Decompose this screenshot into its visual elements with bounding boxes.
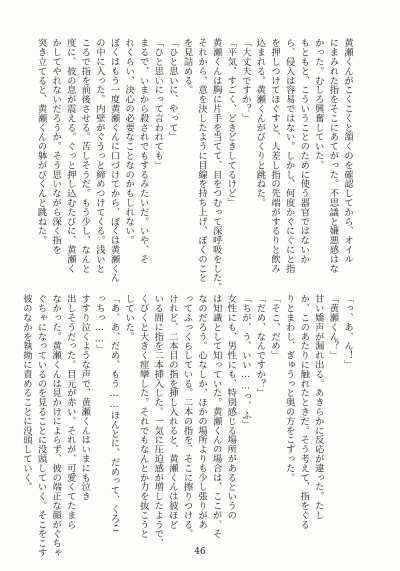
bottom-text-line: くびくと大きく痙攣した。それでもなんとか力を抜こうと: [137, 294, 149, 539]
top-text-line: 「ひと思いにって言われても」: [152, 38, 164, 170]
bottom-text-line: 彼のなかを執拗に責めることに没頭していく。: [20, 294, 32, 492]
bottom-text-line: 「そこ、だめ」: [269, 294, 281, 360]
bottom-text-line: していた。: [123, 294, 135, 341]
bottom-text-line: いる間に指を二本挿入した。一気に圧迫感が増したようで、: [152, 294, 164, 548]
bottom-text-line: 「だめ、なんですか？」: [254, 294, 266, 398]
top-text-line: もともと、こういうことのために使う器官ではないか: [298, 38, 310, 264]
top-text-line: かしてやれないだろうか。そう思いながら深く指を: [50, 38, 62, 255]
bottom-text-line: 「あ、あ、だめ、もう……ほんとに、だめって、くろこ: [108, 294, 120, 533]
bottom-text-line: すすり泣くような声で、黄瀬くんはいまにも泣き: [79, 294, 91, 501]
text-block-top: [35, 38, 354, 292]
top-text-line: を見詰める。: [181, 38, 193, 95]
bottom-text-line: ってふっくらしている。二本の指を、そこに擦りつける。: [181, 294, 193, 539]
top-text-line: れくらい、決心の必要なことなのかもしれない。: [123, 38, 135, 245]
bottom-text-line: 「っ、あ、ん！」: [342, 294, 353, 370]
top-text-line: 黄瀬くんがこくこくと頷くのを確認してから、オイル: [342, 38, 353, 264]
top-text-line: を押しつけてほぐすと、人差し指の先端がするりと飲み: [269, 38, 281, 273]
bottom-text-line: りとまわし、ぎゅうっと奥の方をこすった。: [283, 294, 295, 482]
top-text-line: ら、侵入は容易ではない。しかし、何度かぐにぐにと指: [283, 38, 295, 273]
top-text-line: まるで、いまから殺されでもするみたいだ。いや、そ: [137, 38, 149, 264]
top-text-line: ころで指を前後させる。苦しそうだ。もう少し、なんと: [79, 38, 91, 273]
top-text-line: 「ひと思いに、やって」: [166, 38, 178, 142]
top-text-line: の中に入った。内壁がぐうっと締めつけてくる。浅いと: [93, 38, 105, 273]
bottom-text-line: 出しそうだった。目元が赤い。それが、可愛くてたまら: [64, 294, 76, 529]
bottom-text-line: けれど、二本目の指を挿し入れると、黄瀬くんは彼ほど: [166, 294, 178, 529]
page-number: 46: [194, 547, 206, 557]
top-text-line: かった。むしろ興奮していた。: [312, 38, 324, 170]
top-text-line: 突き立てると、黄瀬くんの躰がびくんと跳ねた。: [35, 38, 47, 245]
bottom-text-line: っちっ……」: [93, 294, 105, 354]
top-text-line: ぼくはもう一度黄瀬くんに口づけてから、ぼくは黄瀬くん: [108, 38, 120, 283]
bottom-text-line: 「黄瀬くん？」: [327, 294, 339, 360]
top-text-line: 込まれる。黄瀬くんがびくりと跳ねた。: [254, 38, 266, 208]
bottom-text-line: 甘い嬌声が漏れ出る。あきらかに反応が違った。たし: [312, 294, 324, 520]
bottom-text-line: 女性にも、男性にも、特別感じる場所があるというの: [225, 294, 237, 520]
top-text-line: 「大丈夫ですか？」: [239, 38, 251, 123]
top-text-line: 黄瀬くんは胸に片手を当てて、目をつむって深呼吸をした。: [210, 38, 222, 292]
bottom-text-line: なのだろう。心なしか、ほかの場所よりも少し張りがあ: [196, 294, 208, 529]
bottom-text-line: ぐちゃになっているのを見ることに没頭していく。そこをこす: [35, 294, 47, 558]
top-text-line: 「平気、すごく、どきどきしてるけど」: [225, 38, 237, 208]
bottom-text-line: か、このあたりに触れたときだ。そう考えて、指をぐる: [298, 294, 310, 529]
bottom-text-line: 「ちが、う、いい……っ、ふ」: [239, 294, 251, 429]
bottom-text-line: なかった。黄瀬くんは見かけによらず、彼の端正な顔がぐちゃ: [50, 294, 62, 558]
top-text-line: にまみれた指をそこにあてがった。不思議と嫌悪感はな: [327, 38, 339, 273]
bottom-text-line: は知識として知っていた。黄瀬くんの場合は、ここが、そ: [210, 294, 222, 539]
top-text-line: それから、意を決したように目線を持ち上げ、ぼくのこと: [196, 38, 208, 283]
top-text-line: 度に、彼の息が震える。ぐっと押し込むたびに、黄瀬く: [64, 38, 76, 273]
